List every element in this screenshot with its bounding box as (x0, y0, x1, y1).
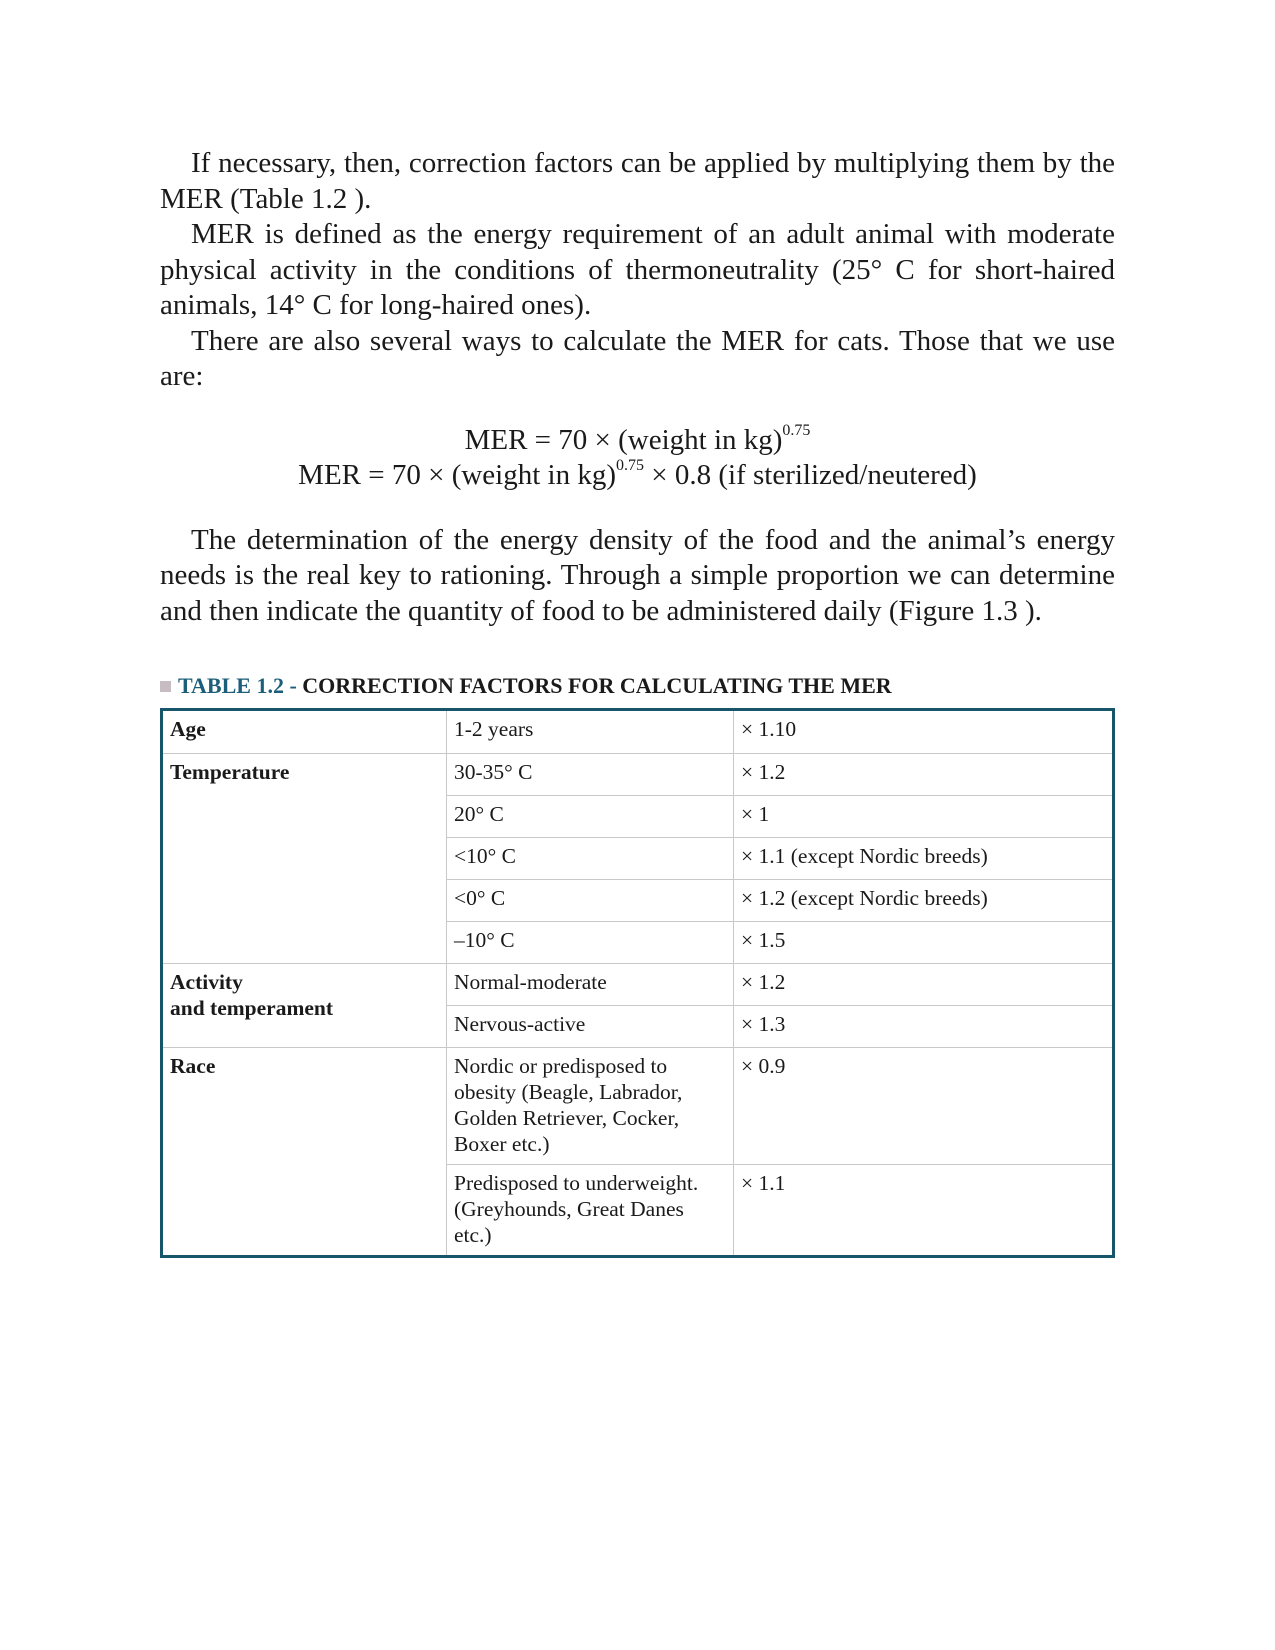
formula-mer-cats (160, 423, 1115, 458)
table-row (162, 1048, 1114, 1165)
condition-cell: <10° C (447, 838, 734, 880)
factor-cell: × 1.2 (734, 964, 1114, 1006)
factor-cell: × 1.2 (except Nordic breeds) (734, 880, 1114, 922)
table-caption (160, 673, 1115, 699)
category-temperature: Temperature (162, 754, 447, 964)
formula-2-exponent: 0.75 (616, 456, 645, 474)
formula-1-main: MER = 70 × (weight in kg) (464, 423, 783, 456)
paragraph-correction-factors: If necessary, then, correction factors can be applied by multiplying them by the MER (Table 1.2 ). (160, 147, 1115, 215)
formula-2-main: MER = 70 × (weight in kg) (298, 458, 617, 491)
factor-cell: × 1.2 (734, 754, 1114, 796)
factor-cell: × 1.10 (734, 710, 1114, 754)
formula-1-exponent: 0.75 (782, 421, 811, 439)
condition-cell: 1-2 years (447, 710, 734, 754)
condition-cell: <0° C (447, 880, 734, 922)
condition-cell: Nervous-active (447, 1006, 734, 1048)
table-row (162, 710, 1114, 754)
category-activity (162, 964, 447, 1048)
condition-cell: 30-35° C (447, 754, 734, 796)
page-content (160, 146, 1115, 1258)
condition-cell: Predisposed to underweight. (Greyhounds, Great Danes etc.) (447, 1165, 734, 1257)
table-row (162, 754, 1114, 796)
condition-cell: 20° C (447, 796, 734, 838)
category-activity-line1: Activity (170, 970, 243, 994)
paragraph-energy-density: The determination of the energy density of the food and the animal’s energy needs is the real key to rationing. Through a simple proportion we can determine and then indicate the quantity of food to be administered daily (Figure 1.3 ). (160, 523, 1115, 627)
formula-mer-cats-neutered (160, 458, 1115, 493)
factor-cell: × 1.1 (734, 1165, 1114, 1257)
category-race: Race (162, 1048, 447, 1257)
formula-2-tail: × 0.8 (if sterilized/neutered) (644, 458, 977, 491)
paragraph-mer-definition: MER is defined as the energy requirement of an adult animal with moderate physical activity in the conditions of thermoneutrality (25° C for short-haired animals, 14° C for long-haired ones). (160, 218, 1115, 321)
factor-cell: × 1.5 (734, 922, 1114, 964)
table-caption-label: TABLE 1.2 - (178, 673, 297, 698)
table-row (162, 964, 1114, 1006)
table-caption-title: CORRECTION FACTORS FOR CALCULATING THE MER (302, 673, 892, 698)
correction-factors-table (160, 708, 1115, 1258)
factor-cell: × 1.3 (734, 1006, 1114, 1048)
caption-square-icon (160, 681, 171, 692)
condition-cell: –10° C (447, 922, 734, 964)
category-activity-line2: and temperament (170, 996, 334, 1020)
factor-cell: × 1.1 (except Nordic breeds) (734, 838, 1114, 880)
condition-cell: Nordic or predisposed to obesity (Beagle, Labrador, Golden Retriever, Cocker, Boxer etc.) (447, 1048, 734, 1165)
factor-cell: × 0.9 (734, 1048, 1114, 1165)
paragraph-mer-cats: There are also several ways to calculate the MER for cats. Those that we use are: (160, 324, 1115, 392)
formula-block (160, 423, 1115, 493)
category-age: Age (162, 710, 447, 754)
factor-cell: × 1 (734, 796, 1114, 838)
condition-cell: Normal-moderate (447, 964, 734, 1006)
